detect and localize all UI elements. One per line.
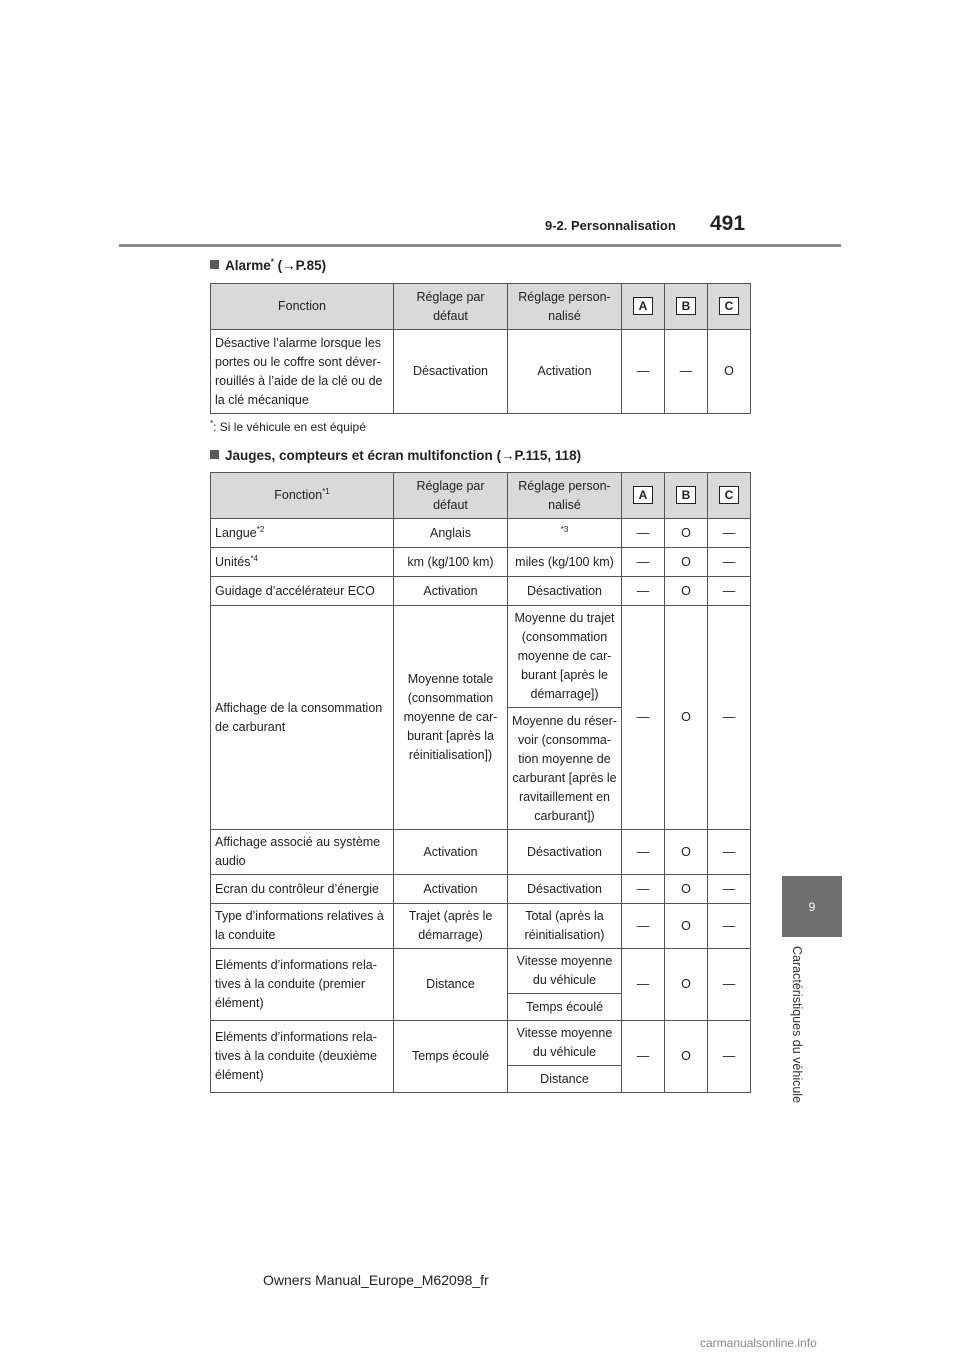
cell-default: km (kg/100 km) <box>394 548 508 577</box>
cell-a: — <box>622 548 665 577</box>
cell-function: Désactive l’alarme lorsque les portes ou le coffre sont déver-rouillés à l’aide de la clé ou de la clé mécanique <box>211 330 394 414</box>
cell-custom: Désactivation <box>508 577 622 606</box>
column-header-b <box>665 284 708 330</box>
cell-default: Moyenne totale (consommation moyenne de car-burant [après la réinitialisation]) <box>394 606 508 830</box>
cell-c: — <box>708 577 751 606</box>
jauges-settings-table <box>210 472 751 1093</box>
square-bullet-icon <box>210 260 219 269</box>
cell-a: — <box>622 577 665 606</box>
chapter-label-container <box>786 946 806 1121</box>
table-header-row <box>211 284 751 330</box>
cell-b: O <box>665 1021 708 1093</box>
section-heading-alarme: Alarme* (→P.85) <box>210 258 326 273</box>
box-b: B <box>676 297 696 315</box>
cell-default: Temps écoulé <box>394 1021 508 1093</box>
cell-c: — <box>708 949 751 1021</box>
cell-custom: Activation <box>508 330 622 414</box>
table-row <box>211 548 751 577</box>
cell-custom-option-1: Moyenne du trajet (consommation moyenne de car-burant [après le démarrage]) <box>508 606 622 708</box>
watermark: carmanualsonline.info <box>700 1336 817 1350</box>
cell-a: — <box>622 949 665 1021</box>
cell-function: Eléments d’informations rela-tives à la conduite (premier élément) <box>211 949 394 1021</box>
cell-custom: Total (après la réinitialisation) <box>508 904 622 949</box>
cell-custom: Désactivation <box>508 875 622 904</box>
cell-function: Eléments d’informations rela-tives à la conduite (deuxième élément) <box>211 1021 394 1093</box>
cell-c: — <box>708 904 751 949</box>
cell-function: Type d’informations relatives à la conduite <box>211 904 394 949</box>
chapter-number: 9 <box>808 899 816 914</box>
cell-default: Activation <box>394 577 508 606</box>
cell-custom-option-2: Distance <box>508 1066 622 1093</box>
cell-custom-option-1: Vitesse moyenne du véhicule <box>508 1021 622 1066</box>
cell-a: — <box>622 519 665 548</box>
cell-custom: miles (kg/100 km) <box>508 548 622 577</box>
chapter-tab <box>782 876 842 937</box>
column-header-default: Réglage par défaut <box>394 284 508 330</box>
table-row <box>211 949 751 994</box>
column-header-c <box>708 473 751 519</box>
column-header-a <box>622 473 665 519</box>
cell-b: O <box>665 519 708 548</box>
cell-c: — <box>708 548 751 577</box>
section-heading-jauges: Jauges, compteurs et écran multifonction (→P.115, 118) <box>210 448 581 463</box>
cell-b: O <box>665 830 708 875</box>
cell-custom: Désactivation <box>508 830 622 875</box>
column-header-custom: Réglage person-nalisé <box>508 284 622 330</box>
chapter-label: Caractéristiques du véhicule <box>790 946 804 1104</box>
cell-default: Désactivation <box>394 330 508 414</box>
cell-function: Affichage associé au système audio <box>211 830 394 875</box>
box-a: A <box>633 297 653 315</box>
page-number: 491 <box>710 212 746 235</box>
cell-c: — <box>708 1021 751 1093</box>
cell-custom: *3 <box>508 519 622 548</box>
table-row <box>211 330 751 414</box>
cell-b: O <box>665 875 708 904</box>
cell-b: O <box>665 606 708 830</box>
table-row <box>211 904 751 949</box>
cell-b: O <box>665 548 708 577</box>
alarme-settings-table <box>210 283 751 414</box>
cell-a: — <box>622 330 665 414</box>
cell-c: O <box>708 330 751 414</box>
cell-a: — <box>622 1021 665 1093</box>
cell-a: — <box>622 904 665 949</box>
cell-a: — <box>622 875 665 904</box>
footnote: *: Si le véhicule en est équipé <box>210 419 366 434</box>
cell-function: Guidage d’accélérateur ECO <box>211 577 394 606</box>
cell-function: Affichage de la consommation de carburant <box>211 606 394 830</box>
footer-document-id: Owners Manual_Europe_M62098_fr <box>263 1272 489 1288</box>
cell-b: O <box>665 904 708 949</box>
table-row <box>211 606 751 708</box>
column-header-c <box>708 284 751 330</box>
column-header-b <box>665 473 708 519</box>
square-bullet-icon <box>210 450 219 459</box>
cell-b: O <box>665 577 708 606</box>
cell-default: Trajet (après le démarrage) <box>394 904 508 949</box>
cell-c: — <box>708 606 751 830</box>
cell-function: Langue$^{*2}$ <box>211 519 394 548</box>
column-header-a <box>622 284 665 330</box>
cell-default: Activation <box>394 875 508 904</box>
box-a: A <box>633 486 653 504</box>
box-c: C <box>719 486 739 504</box>
box-b: B <box>676 486 696 504</box>
cell-c: — <box>708 830 751 875</box>
column-header-function: Fonction$^{*1}$ <box>211 473 394 519</box>
cell-default: Distance <box>394 949 508 1021</box>
column-header-default: Réglage par défaut <box>394 473 508 519</box>
section-header: 9-2. Personnalisation <box>545 218 676 233</box>
table-row <box>211 875 751 904</box>
table-row <box>211 830 751 875</box>
cell-c: — <box>708 519 751 548</box>
cell-function: Unités$^{*4}$ <box>211 548 394 577</box>
cell-a: — <box>622 830 665 875</box>
cell-custom-option-2: Moyenne du réser-voir (consomma-tion moyenne de carburant [après le ravitaillement en carburant]) <box>508 708 622 830</box>
column-header-custom: Réglage person-nalisé <box>508 473 622 519</box>
table-row <box>211 519 751 548</box>
cell-default: Activation <box>394 830 508 875</box>
cell-a: — <box>622 606 665 830</box>
box-c: C <box>719 297 739 315</box>
cell-custom-option-2: Temps écoulé <box>508 994 622 1021</box>
column-header-function: Fonction <box>211 284 394 330</box>
table-header-row <box>211 473 751 519</box>
cell-b: O <box>665 949 708 1021</box>
table-row <box>211 1021 751 1066</box>
header-divider <box>119 244 841 247</box>
cell-default: Anglais <box>394 519 508 548</box>
cell-custom-option-1: Vitesse moyenne du véhicule <box>508 949 622 994</box>
cell-b: — <box>665 330 708 414</box>
table-row <box>211 577 751 606</box>
cell-c: — <box>708 875 751 904</box>
cell-function: Ecran du contrôleur d’énergie <box>211 875 394 904</box>
